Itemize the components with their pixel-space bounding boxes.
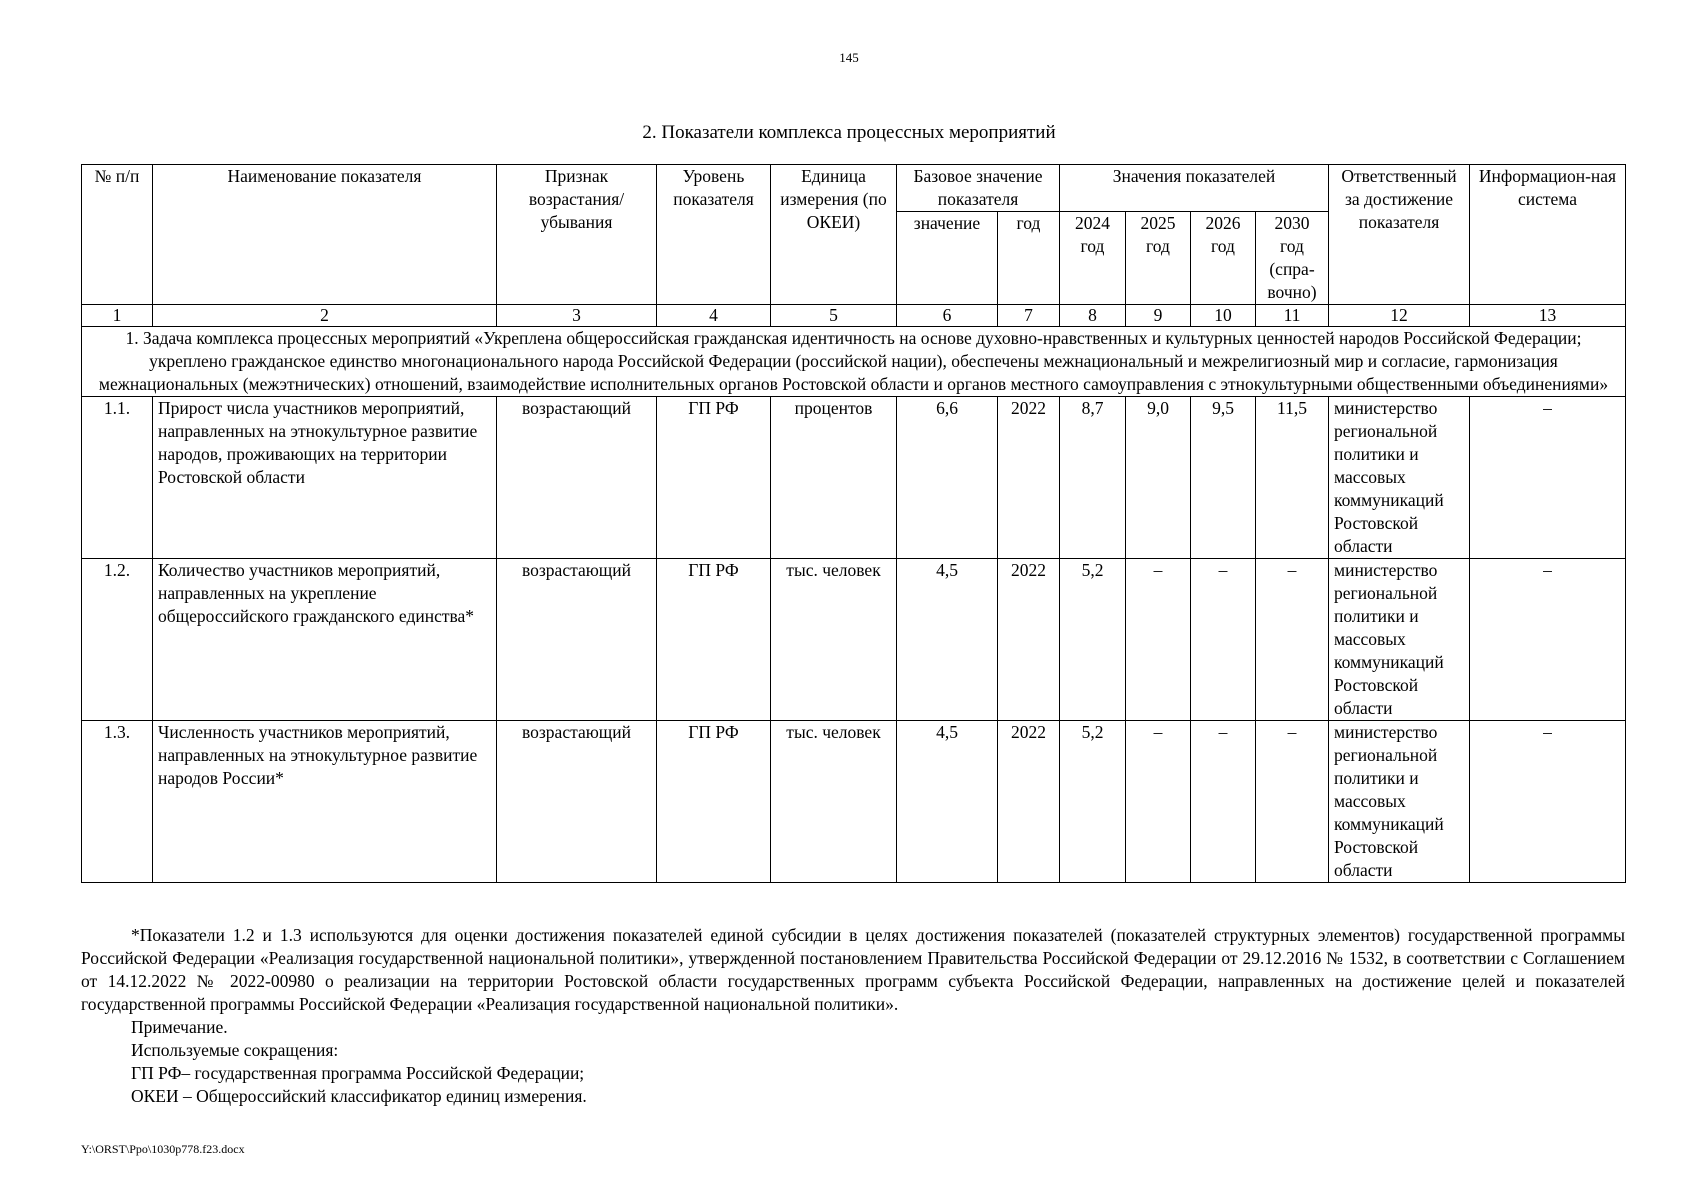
responsible: министерство региональной политики и массовых коммуникаций Ростовской области — [1329, 397, 1470, 559]
value-2026: 9,5 — [1191, 397, 1256, 559]
header-responsible: Ответственный за достижение показателя — [1329, 165, 1470, 305]
column-number: 7 — [998, 305, 1060, 327]
base-year: 2022 — [998, 721, 1060, 883]
row-num: 1.3. — [82, 721, 153, 883]
column-number: 11 — [1256, 305, 1329, 327]
indicator-unit: тыс. человек — [771, 559, 897, 721]
value-2025: 9,0 — [1126, 397, 1191, 559]
task-description: 1. Задача комплекса процессных мероприятий «Укреплена общероссийская гражданская идентичность на основе духовно-нравственных и культурных ценностей народов Российской Федерации; укреплено гражданское единство многонационального народа Российской Федерации (российской нации), обеспечены межнациональный и межрелигиозный мир и согласие, гармонизация межнациональных (межэтнических) отношений, взаимодействие исполнительных органов Ростовской области и органов местного самоуправления с этнокультурными общественными объединениями» — [82, 327, 1626, 397]
header-base-value: значение — [897, 212, 998, 305]
header-row-1 — [82, 165, 1626, 212]
value-2026: – — [1191, 559, 1256, 721]
header-num: № п/п — [82, 165, 153, 305]
column-number: 10 — [1191, 305, 1256, 327]
abbreviation-item: ОКЕИ – Общероссийский классификатор единиц измерения. — [131, 1086, 587, 1106]
note-label: Примечание. — [131, 1017, 228, 1037]
abbreviations-label: Используемые сокращения: — [131, 1040, 339, 1060]
value-2025: – — [1126, 721, 1191, 883]
indicator-sign: возрастающий — [497, 559, 657, 721]
abbreviation-item: ГП РФ– государственная программа Российской Федерации; — [131, 1063, 585, 1083]
file-path: Y:\ORST\Ppo\1030p778.f23.docx — [81, 1142, 245, 1156]
column-number: 5 — [771, 305, 897, 327]
column-number: 8 — [1060, 305, 1126, 327]
footnote-block — [81, 924, 1625, 1108]
base-year: 2022 — [998, 397, 1060, 559]
indicator-level: ГП РФ — [657, 721, 771, 883]
section-title: 2. Показатели комплекса процессных мероприятий — [642, 122, 1056, 143]
infosystem: – — [1470, 721, 1626, 883]
table-row — [82, 559, 1626, 721]
base-value: 4,5 — [897, 559, 998, 721]
column-number: 3 — [497, 305, 657, 327]
header-values: Значения показателей — [1060, 165, 1329, 212]
table-row — [82, 397, 1626, 559]
header-base: Базовое значение показателя — [897, 165, 1060, 212]
indicator-sign: возрастающий — [497, 721, 657, 883]
header-infosystem: Информацион-ная система — [1470, 165, 1626, 305]
header-2024: 2024 год — [1060, 212, 1126, 305]
value-2030: – — [1256, 721, 1329, 883]
indicator-name: Численность участников мероприятий, направленных на этнокультурное развитие народов России* — [153, 721, 497, 883]
header-2026: 2026 год — [1191, 212, 1256, 305]
header-name: Наименование показателя — [153, 165, 497, 305]
header-unit: Единица измерения (по ОКЕИ) — [771, 165, 897, 305]
task-row — [82, 327, 1626, 397]
indicator-sign: возрастающий — [497, 397, 657, 559]
table-row — [82, 721, 1626, 883]
indicator-name: Прирост числа участников мероприятий, направленных на этнокультурное развитие народов, проживающих на территории Ростовской области — [153, 397, 497, 559]
responsible: министерство региональной политики и массовых коммуникаций Ростовской области — [1329, 559, 1470, 721]
header-2025: 2025 год — [1126, 212, 1191, 305]
header-base-year: год — [998, 212, 1060, 305]
indicator-name: Количество участников мероприятий, направленных на укрепление общероссийского гражданского единства* — [153, 559, 497, 721]
indicator-level: ГП РФ — [657, 559, 771, 721]
column-number: 4 — [657, 305, 771, 327]
row-num: 1.1. — [82, 397, 153, 559]
value-2026: – — [1191, 721, 1256, 883]
column-number: 1 — [82, 305, 153, 327]
value-2025: – — [1126, 559, 1191, 721]
base-year: 2022 — [998, 559, 1060, 721]
row-num: 1.2. — [82, 559, 153, 721]
base-value: 6,6 — [897, 397, 998, 559]
page-number: 145 — [839, 50, 859, 65]
value-2030: – — [1256, 559, 1329, 721]
value-2024: 5,2 — [1060, 721, 1126, 883]
column-number: 13 — [1470, 305, 1626, 327]
infosystem: – — [1470, 397, 1626, 559]
indicator-level: ГП РФ — [657, 397, 771, 559]
header-level: Уровень показателя — [657, 165, 771, 305]
header-sign: Признак возрастания/ убывания — [497, 165, 657, 305]
indicator-unit: процентов — [771, 397, 897, 559]
footnote-text: *Показатели 1.2 и 1.3 используются для оценки достижения показателей единой субсидии в целях достижения показателей (показателей структурных элементов) государственной программы Российской Федерации «Реализация государственной национальной политики», утвержденной постановлением Правительства Российской Федерации от 29.12.2016 № 1532, в соответствии с Соглашением от 14.12.2022 № 2022-00980 о реализации на территории Ростовской области государственных программ субъекта Российской Федерации, направленных на достижение целей и показателей государственной программы Российской Федерации «Реализация государственной национальной политики». — [81, 925, 1625, 1014]
column-number: 12 — [1329, 305, 1470, 327]
value-2030: 11,5 — [1256, 397, 1329, 559]
value-2024: 5,2 — [1060, 559, 1126, 721]
column-number-row — [82, 305, 1626, 327]
responsible: министерство региональной политики и массовых коммуникаций Ростовской области — [1329, 721, 1470, 883]
value-2024: 8,7 — [1060, 397, 1126, 559]
base-value: 4,5 — [897, 721, 998, 883]
indicator-unit: тыс. человек — [771, 721, 897, 883]
header-2030: 2030 год (спра-вочно) — [1256, 212, 1329, 305]
column-number: 6 — [897, 305, 998, 327]
infosystem: – — [1470, 559, 1626, 721]
indicators-table — [81, 164, 1626, 883]
column-number: 9 — [1126, 305, 1191, 327]
column-number: 2 — [153, 305, 497, 327]
